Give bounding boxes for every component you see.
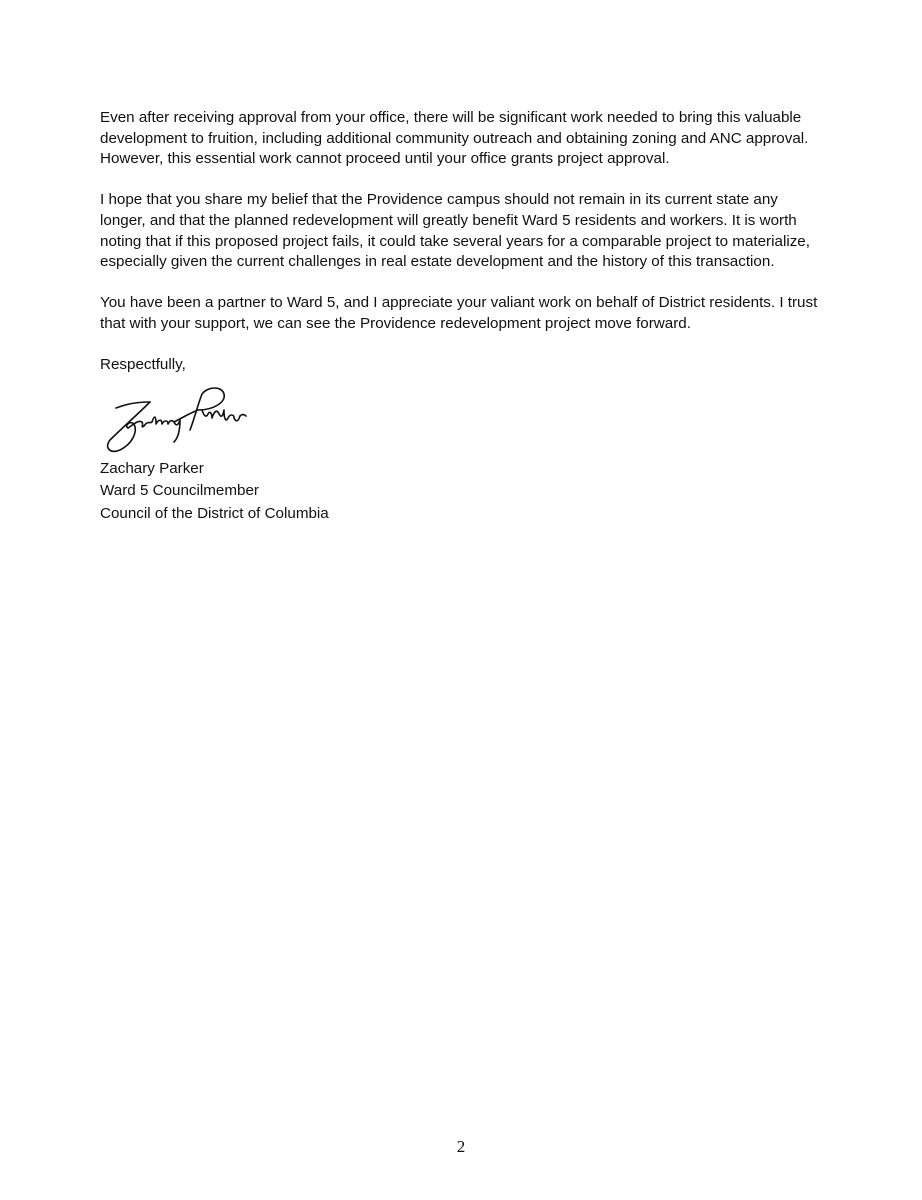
paragraph-partner-ward5: You have been a partner to Ward 5, and I appreciate your valiant work on behalf of District residents. I trust that with your support, we can see the Providence redevelopment project move forward. (100, 294, 818, 332)
closing-salutation: Respectfully, (100, 356, 186, 374)
signature-block (100, 458, 820, 525)
handwritten-signature (98, 380, 258, 456)
letter-body (100, 108, 820, 525)
signer-organization: Council of the District of Columbia (100, 504, 329, 522)
page-number: 2 (456, 1137, 466, 1156)
paragraph-approval-work: Even after receiving approval from your office, there will be significant work needed to bring this valuable development to fruition, including additional community outreach and obtaining zoning and ANC approval. However, this essential work cannot proceed until your office grants project approval. (100, 109, 809, 168)
paragraph-providence-campus: I hope that you share my belief that the Providence campus should not remain in its current state any longer, and that the planned redevelopment will greatly benefit Ward 5 residents and workers. It is worth noting that if this proposed project fails, it could take several years for a comparable project to materialize, especially given the current challenges in real estate development and the history of this transaction. (100, 191, 810, 271)
signer-name: Zachary Parker (100, 459, 204, 477)
signer-title: Ward 5 Councilmember (100, 482, 259, 500)
